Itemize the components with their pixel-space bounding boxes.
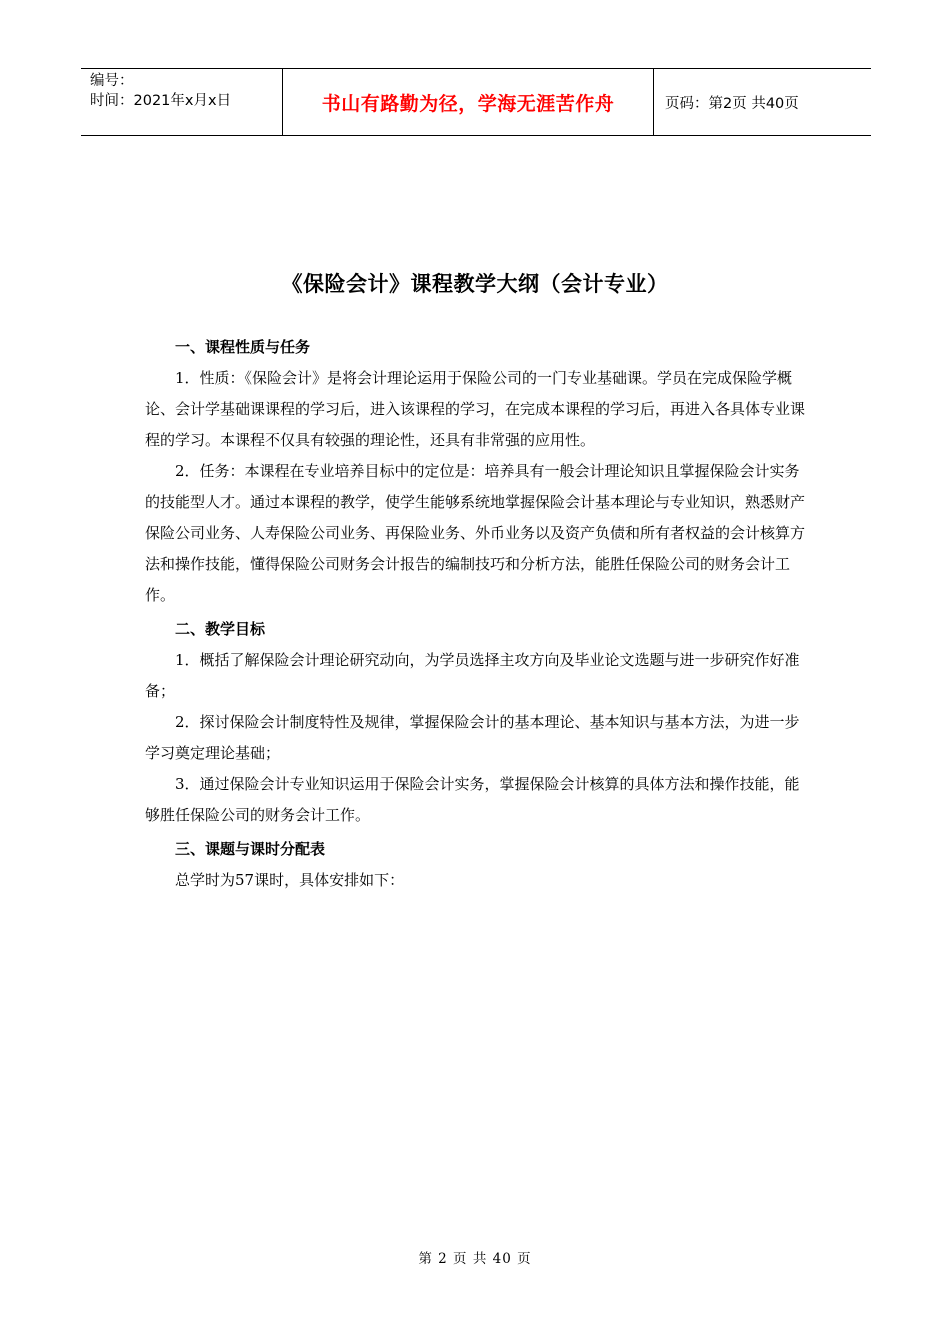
header-motto-cell xyxy=(282,69,654,135)
paragraph: 2．任务：本课程在专业培养目标中的定位是：培养具有一般会计理论知识且掌握保险会计实务的技能型人才。通过本课程的教学，使学生能够系统地掌握保险会计基本理论与专业知识，熟悉财产保险公司业务、人寿保险公司业务、再保险业务、外币业务以及资产负债和所有者权益的会计核算方法和操作技能，懂得保险公司财务会计报告的编制技巧和分析方法，能胜任保险公司的财务会计工作。 xyxy=(145,462,806,604)
page-header xyxy=(81,68,871,136)
page-footer: 第 2 页 共 40 页 xyxy=(418,1251,532,1267)
paragraph: 1．性质：《保险会计》是将会计理论运用于保险公司的一门专业基础课。学员在完成保险学概论、会计学基础课课程的学习后，进入该课程的学习，在完成本课程的学习后，再进入各具体专业课程的学习。本课程不仅具有较强的理论性，还具有非常强的应用性。 xyxy=(145,369,806,449)
document-body xyxy=(145,332,809,896)
header-motto: 书山有路勤为径，学海无涯苦作舟 xyxy=(321,92,615,115)
section-heading-2: 二、教学目标 xyxy=(175,620,266,638)
paragraph: 总学时为57课时，具体安排如下： xyxy=(175,871,405,889)
document-number-label: 编号： xyxy=(90,73,134,89)
paragraph: 1．概括了解保险会计理论研究动向，为学员选择主攻方向及毕业论文选题与进一步研究作好准备； xyxy=(145,651,800,700)
header-meta-cell xyxy=(81,69,282,135)
document-time-label: 时间：2021年x月x日 xyxy=(90,93,232,109)
paragraph: 2．探讨保险会计制度特性及规律，掌握保险会计的基本理论、基本知识与基本方法，为进一步学习奠定理论基础； xyxy=(145,713,800,762)
header-page-cell xyxy=(654,69,871,135)
header-page-info: 页码：第2页 共40页 xyxy=(665,95,799,112)
document-title: 《保险会计》课程教学大纲（会计专业） xyxy=(281,272,669,296)
section-heading-1: 一、课程性质与任务 xyxy=(175,338,311,356)
paragraph: 3．通过保险会计专业知识运用于保险会计实务，掌握保险会计核算的具体方法和操作技能，能够胜任保险公司的财务会计工作。 xyxy=(145,775,800,824)
section-heading-3: 三、课题与课时分配表 xyxy=(175,840,326,858)
